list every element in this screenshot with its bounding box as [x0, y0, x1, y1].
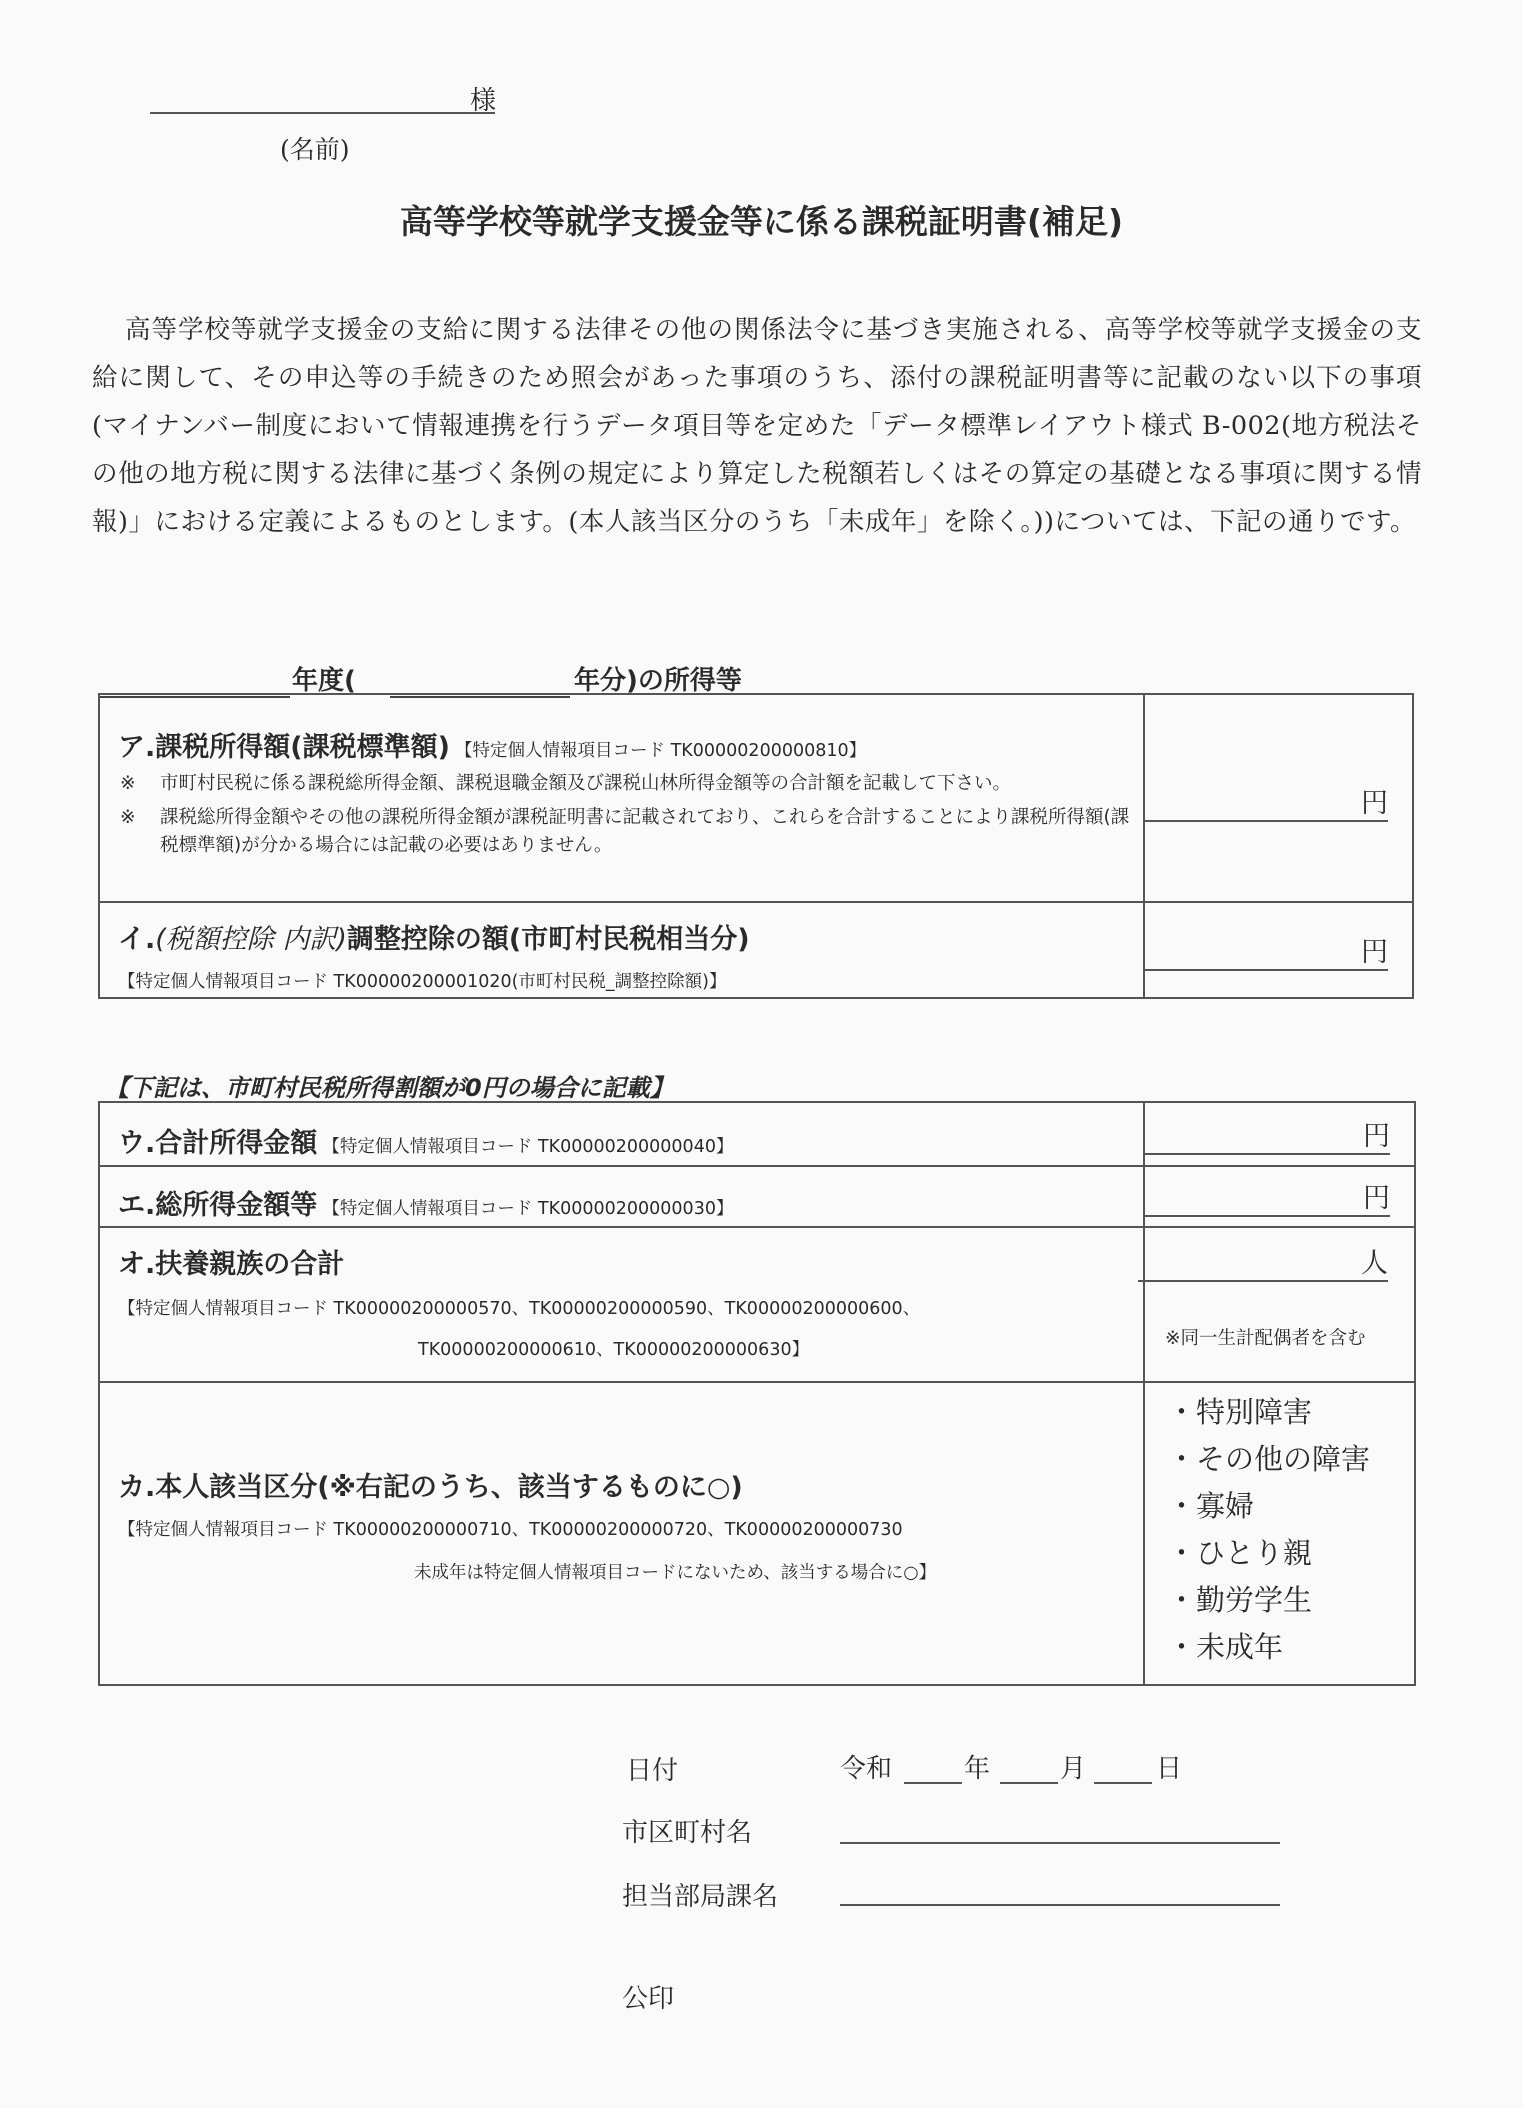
yen-unit: 円: [1361, 788, 1388, 819]
row-e-amount-cell[interactable]: [1144, 1166, 1415, 1227]
section-note: 【下記は、市町村民税所得割額が0円の場合に記載】: [105, 1074, 674, 1102]
row-ka-options: [1144, 1382, 1415, 1685]
option-special-disability[interactable]: ・特別障害: [1167, 1395, 1313, 1429]
row-i-italic: (税額控除 内訳): [155, 924, 347, 955]
row-u-amount-field[interactable]: [1145, 1123, 1390, 1155]
date-year-field[interactable]: [904, 1752, 962, 1784]
row-ka-code-1: 【特定個人情報項目コード TK00000200000710、TK00000200000720、TK00000200000730: [118, 1520, 903, 1540]
document-title: 高等学校等就学支援金等に係る課税証明書(補足): [399, 202, 1124, 241]
row-i-prefix: イ.: [118, 924, 156, 955]
option-single-parent[interactable]: ・ひとり親: [1167, 1536, 1313, 1570]
yen-unit: 円: [1363, 1121, 1390, 1152]
note-mark: ※: [120, 773, 136, 794]
honorific: 様: [470, 86, 497, 116]
person-unit: 人: [1361, 1248, 1388, 1279]
note-mark: ※: [120, 807, 136, 828]
option-other-disability[interactable]: ・その他の障害: [1167, 1442, 1371, 1476]
row-o-code-2: TK00000200000610、TK00000200000630】: [418, 1340, 810, 1360]
row-i-amount-field[interactable]: [1143, 939, 1388, 971]
row-a-title: ア.課税所得額(課税標準額): [118, 732, 450, 763]
nendo-label: 年度(: [292, 666, 356, 696]
city-field[interactable]: [840, 1812, 1280, 1844]
row-o-label: [99, 1227, 1144, 1382]
row-i-title: 調整控除の額(市町村民税相当分): [346, 924, 750, 955]
row-a-code: 【特定個人情報項目コード TK00000200000810】: [455, 741, 867, 761]
row-i-label: [99, 902, 1144, 998]
row-a-note-1: 市町村民税に係る課税総所得金額、課税退職金額及び課税山林所得金額等の合計額を記載して下さい。: [160, 773, 1012, 794]
row-u-label: [99, 1102, 1144, 1166]
seal-label: 公印: [622, 1984, 675, 2014]
era-label: 令和: [840, 1754, 893, 1784]
row-e-title: エ.総所得金額等: [118, 1190, 318, 1221]
row-u-code: 【特定個人情報項目コード TK00000200000040】: [322, 1137, 734, 1157]
row-a-amount-field[interactable]: [1143, 790, 1388, 822]
city-label: 市区町村名: [622, 1818, 753, 1848]
row-a-amount-cell[interactable]: [1144, 694, 1413, 902]
day-label: 日: [1156, 1754, 1183, 1784]
row-o-title: オ.扶養親族の合計: [118, 1249, 345, 1280]
date-day-field[interactable]: [1094, 1752, 1152, 1784]
addressee-name-field[interactable]: [150, 78, 495, 114]
month-label: 月: [1060, 1754, 1087, 1784]
row-o-note: ※同一生計配偶者を含む: [1165, 1328, 1366, 1349]
row-u-amount-cell[interactable]: [1144, 1102, 1415, 1166]
yen-unit: 円: [1363, 1183, 1390, 1214]
date-label: 日付: [626, 1756, 679, 1786]
row-e-label: [99, 1166, 1144, 1227]
year-label: 年: [964, 1754, 991, 1784]
row-o-code-1: 【特定個人情報項目コード TK00000200000570、TK00000200000590、TK00000200000600、: [118, 1299, 921, 1319]
row-a-note-2: 課税総所得金額やその他の課税所得金額が課税証明書に記載されており、これらを合計することにより課税所得額(課税標準額)が分かる場合には記載の必要はありません。: [160, 807, 1130, 856]
row-a-label: [99, 694, 1144, 902]
row-ka-title: カ.本人該当区分(※右記のうち、該当するものに○): [118, 1472, 743, 1503]
nenbun-label: 年分)の所得等: [574, 666, 742, 696]
yen-unit: 円: [1361, 937, 1388, 968]
row-o-amount-cell[interactable]: [1144, 1227, 1415, 1382]
row-i-code: 【特定個人情報項目コード TK00000200001020(市町村民税_調整控除額)】: [118, 972, 727, 992]
department-label: 担当部局課名: [622, 1882, 779, 1912]
row-e-code: 【特定個人情報項目コード TK00000200000030】: [322, 1199, 734, 1219]
option-minor[interactable]: ・未成年: [1167, 1630, 1284, 1664]
row-o-amount-field[interactable]: [1138, 1250, 1388, 1282]
option-working-student[interactable]: ・勤労学生: [1167, 1583, 1313, 1617]
row-u-title: ウ.合計所得金額: [118, 1128, 318, 1159]
row-ka-code-2: 未成年は特定個人情報項目コードにないため、該当する場合に○】: [414, 1563, 937, 1583]
income-table: [98, 693, 1414, 999]
row-i-amount-cell[interactable]: [1144, 902, 1413, 998]
date-month-field[interactable]: [1000, 1752, 1058, 1784]
name-caption: (名前): [280, 135, 350, 164]
department-field[interactable]: [840, 1874, 1280, 1906]
option-widow[interactable]: ・寡婦: [1167, 1489, 1255, 1523]
zero-tax-table: [98, 1101, 1416, 1686]
row-ka-label: [99, 1382, 1144, 1685]
intro-paragraph: 高等学校等就学支援金の支給に関する法律その他の関係法令に基づき実施される、高等学校等就学支援金の支給に関して、その申込等の手続きのため照会があった事項のうち、添付の課税証明書等に記載のない以下の事項(マイナンバー制度において情報連携を行うデータ項目等を定めた「データ標準レイアウト様式 B-002(地方税法その他の地方税に関する法律に基づく条例の規定により算定した税額若しくはその算定の基礎となる事項に関する情報)」における定義によるものとします。(本人該当区分のうち「未成年」を除く。))については、下記の通りです。: [92, 315, 1422, 537]
row-e-amount-field[interactable]: [1145, 1185, 1390, 1217]
